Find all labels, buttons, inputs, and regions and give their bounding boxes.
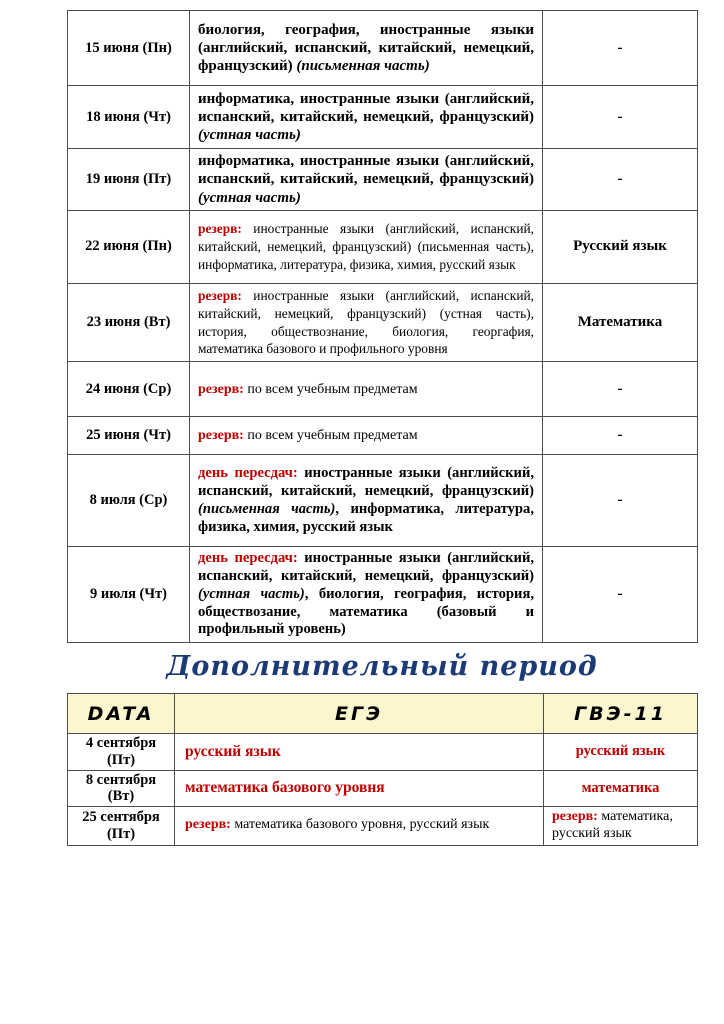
- ege-cell: [175, 734, 544, 770]
- date-cell: 9 июля (Чт): [68, 547, 190, 643]
- additional-period-table: [67, 693, 698, 846]
- header-cell-data: DATA: [68, 694, 175, 734]
- header-row: [68, 694, 698, 734]
- text-segment: русский язык: [575, 743, 666, 760]
- text-segment: , биология, география, история, обществозание, математика (базовый и профильный уровень): [198, 585, 534, 638]
- text-segment: биология, география, иностранные языки (английский, испанский, китайский, немецкий, французский): [198, 21, 534, 75]
- text-segment: русский язык: [185, 742, 281, 760]
- date-cell: 8 июля (Ср): [68, 455, 190, 547]
- date-cell: 23 июня (Вт): [68, 283, 190, 361]
- table-row: [68, 86, 698, 149]
- text-segment: (устная часть): [198, 585, 305, 602]
- text-segment: по всем учебным предметам: [247, 428, 418, 444]
- text-segment: резерв:: [552, 809, 602, 825]
- date-cell: 4 сентября (Пт): [68, 734, 175, 770]
- subjects-cell: [190, 149, 543, 211]
- document-content: [67, 10, 697, 846]
- text-segment: (письменная часть): [198, 500, 336, 517]
- subjects-cell: [190, 417, 543, 455]
- text-segment: (устная часть): [198, 189, 301, 206]
- text-segment: математика: [581, 779, 660, 796]
- text-segment: резерв:: [198, 381, 248, 397]
- text-segment: математика базового уровня: [185, 778, 385, 796]
- table-row: [68, 455, 698, 547]
- gve-cell: [544, 806, 698, 845]
- text-segment: по всем учебным предметам: [247, 381, 418, 397]
- date-cell: 22 июня (Пн): [68, 210, 190, 283]
- subjects-cell: [190, 86, 543, 149]
- text-segment: информатика, иностранные языки (английский, испанский, китайский, немецкий, французский): [198, 153, 534, 188]
- text-segment: иностранные языки (английский, испанский, китайский, немецкий, французский) (письменная часть), информатика, литература, физика, химия, русский язык: [198, 221, 534, 272]
- subjects-cell: [190, 283, 543, 361]
- table-row: [68, 283, 698, 361]
- table-row: [68, 417, 698, 455]
- date-cell: 25 июня (Чт): [68, 417, 190, 455]
- table-row: [68, 362, 698, 417]
- table-row: [68, 547, 698, 643]
- text-segment: иностранные языки (английский, испанский, китайский, немецкий, французский) (устная часть), история, обществознание, биология, георгафия, математика базового и профильного уровня: [198, 287, 534, 357]
- main-period-table: [67, 10, 698, 643]
- additional-period-table-head: [68, 694, 698, 734]
- gve-cell: -: [543, 455, 698, 547]
- gve-cell: [544, 770, 698, 806]
- table-row: [68, 11, 698, 86]
- gve-cell: -: [543, 547, 698, 643]
- header-cell-gve: ГВЭ-11: [544, 694, 698, 734]
- gve-cell: Русский язык: [543, 210, 698, 283]
- text-segment: информатика, иностранные языки (английский, испанский, китайский, немецкий, французский): [198, 90, 534, 125]
- text-segment: , информатика, литература, физика, химия, русский язык: [198, 500, 534, 535]
- table-row: [68, 770, 698, 806]
- date-cell: 25 сентября (Пт): [68, 806, 175, 845]
- text-segment: день пересдач:: [198, 465, 305, 482]
- ege-cell: [175, 770, 544, 806]
- text-segment: иностранные языки (английский, испанский, китайский, немецкий, французский): [198, 465, 534, 499]
- gve-cell: -: [543, 362, 698, 417]
- header-cell-ege: ЕГЭ: [175, 694, 544, 734]
- text-segment: (письменная часть): [296, 58, 430, 75]
- text-segment: (устная часть): [198, 127, 301, 144]
- table-row: [68, 149, 698, 211]
- main-period-table-body: [68, 11, 698, 643]
- date-cell: 19 июня (Пт): [68, 149, 190, 211]
- table-row: [68, 210, 698, 283]
- subjects-cell: [190, 362, 543, 417]
- date-cell: 18 июня (Чт): [68, 86, 190, 149]
- text-segment: резерв:: [185, 817, 235, 833]
- subjects-cell: [190, 547, 543, 643]
- subjects-cell: [190, 210, 543, 283]
- gve-cell: -: [543, 417, 698, 455]
- gve-cell: [544, 734, 698, 770]
- gve-cell: -: [543, 11, 698, 86]
- date-cell: 15 июня (Пн): [68, 11, 190, 86]
- date-cell: 24 июня (Ср): [68, 362, 190, 417]
- additional-period-table-body: [68, 734, 698, 846]
- subjects-cell: [190, 11, 543, 86]
- text-segment: математика, русский язык: [552, 809, 673, 841]
- table-row: [68, 734, 698, 770]
- text-segment: резерв:: [198, 428, 248, 444]
- text-segment: иностранные языки (английский, испанский, китайский, немецкий, французский): [198, 550, 534, 584]
- gve-cell: -: [543, 86, 698, 149]
- subjects-cell: [190, 455, 543, 547]
- ege-cell: [175, 806, 544, 845]
- text-segment: резерв:: [198, 287, 254, 303]
- date-cell: 8 сентября (Вт): [68, 770, 175, 806]
- text-segment: математика базового уровня, русский язык: [234, 817, 490, 833]
- text-segment: день пересдач:: [198, 550, 305, 567]
- section-title: Дополнительный период: [166, 651, 598, 683]
- gve-cell: Математика: [543, 283, 698, 361]
- text-segment: резерв:: [198, 221, 254, 237]
- table-row: [68, 806, 698, 845]
- gve-cell: -: [543, 149, 698, 211]
